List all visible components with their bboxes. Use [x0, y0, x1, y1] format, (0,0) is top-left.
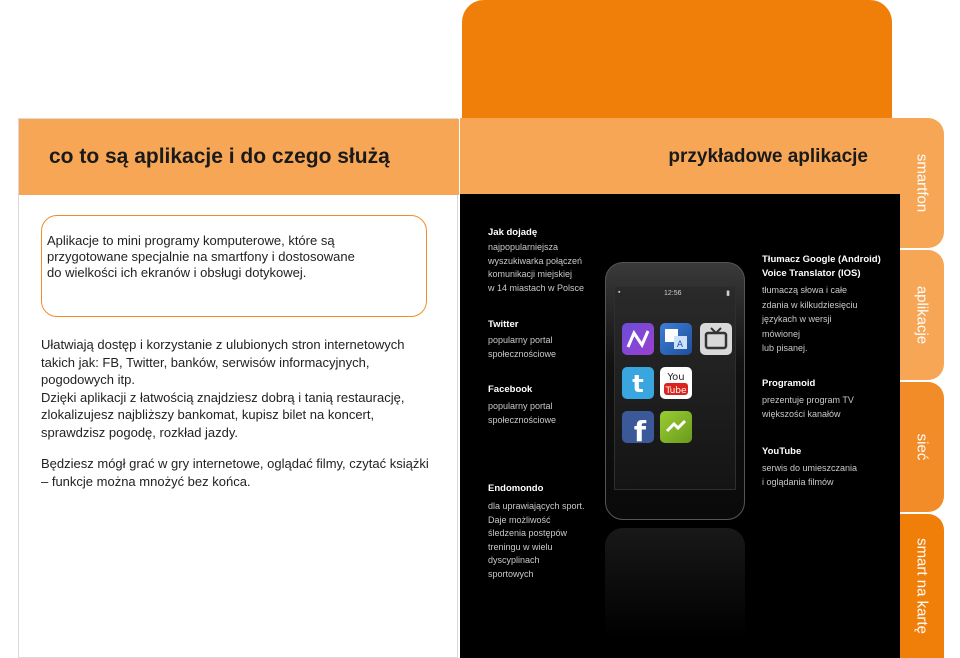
jak-dojade-icon[interactable] [622, 323, 654, 355]
phone-status-bar [614, 289, 736, 301]
side-tab-aplikacje[interactable]: aplikacje [900, 250, 944, 380]
svg-text:f: f [633, 415, 647, 443]
app-desc-facebook: popularny portal społecznościowe [488, 401, 557, 425]
endomondo-icon[interactable] [660, 411, 692, 443]
intro-callout-text: Aplikacje to mini programy komputerowe, które są przygotowane specjalnie na smartfony i dostosowane do wielkości ich ekranów i obsługi dotykowej. [47, 233, 355, 280]
app-name-youtube: YouTube [762, 446, 802, 457]
side-tab-siec[interactable]: sieć [900, 382, 944, 512]
phone-reflection [605, 528, 745, 638]
translator-icon[interactable] [660, 323, 692, 355]
app-desc-programoid: prezentuje program TV większości kanałów [762, 395, 854, 419]
svg-text:You: You [667, 372, 685, 383]
top-tab-decoration [462, 0, 892, 130]
app-desc-twitter: popularny portal społecznościowe [488, 335, 557, 359]
app-name-twitter: Twitter [488, 319, 519, 330]
app-name-endomondo: Endomondo [488, 483, 544, 494]
left-title: co to są aplikacje i do czego służą [49, 145, 390, 168]
svg-text:t: t [632, 370, 644, 398]
programoid-tv-icon[interactable] [700, 323, 732, 355]
left-page [18, 118, 458, 658]
side-tab-smart-na-karte[interactable]: smart na kartę [900, 514, 944, 658]
app-name-programoid: Programoid [762, 378, 816, 389]
facebook-icon[interactable] [622, 411, 654, 443]
right-title: przykładowe aplikacje [668, 146, 868, 167]
youtube-icon[interactable] [660, 367, 692, 399]
app-name-jak-dojade: Jak dojadę [488, 227, 538, 238]
app-desc-translator: tłumaczą słowa i całe zdania w kilkudziesięciu językach w wersji mówionej lub pisanej. [762, 285, 858, 353]
twitter-icon[interactable] [622, 367, 654, 399]
paragraph-benefits: Ułatwiają dostęp i korzystanie z ulubionych stron internetowych takich jak: FB, Twitter, banków, serwisów informacyjnych, pogodowych itp. Dzięki aplikacji z łatwością znajdziesz dobrą i tanią restaurację, zlokalizujesz najbliższy bankomat, kupisz bilet na koncert, sprawdzisz pogodę, rozkład jazdy. [41, 337, 405, 440]
svg-text:Tube: Tube [665, 386, 687, 396]
paragraph-games: Będziesz mógł grać w gry internetowe, oglądać filmy, czytać książki – funkcje można mnożyć bez końca. [41, 456, 429, 489]
app-desc-endomondo: dla uprawiających sport. Daje możliwość śledzenia postępów treningu w wielu dyscyplinach sportowych [488, 501, 585, 579]
side-tab-smartfon[interactable]: smartfon [900, 118, 944, 248]
phone-clock: 12:56 [664, 290, 682, 297]
app-desc-youtube: serwis do umieszczania i oglądania filmów [762, 463, 858, 487]
svg-text:A: A [676, 340, 684, 350]
signal-icon: ▪ [618, 289, 621, 296]
battery-icon: ▮ [726, 290, 730, 297]
app-desc-jak-dojade: najpopularniejsza wyszukiwarka połączeń komunikacji miejskiej w 14 miastach w Polsce [488, 242, 585, 293]
app-name-translator: Tłumacz Google (Android) Voice Translator (IOS) [762, 254, 881, 279]
app-name-facebook: Facebook [488, 384, 533, 395]
